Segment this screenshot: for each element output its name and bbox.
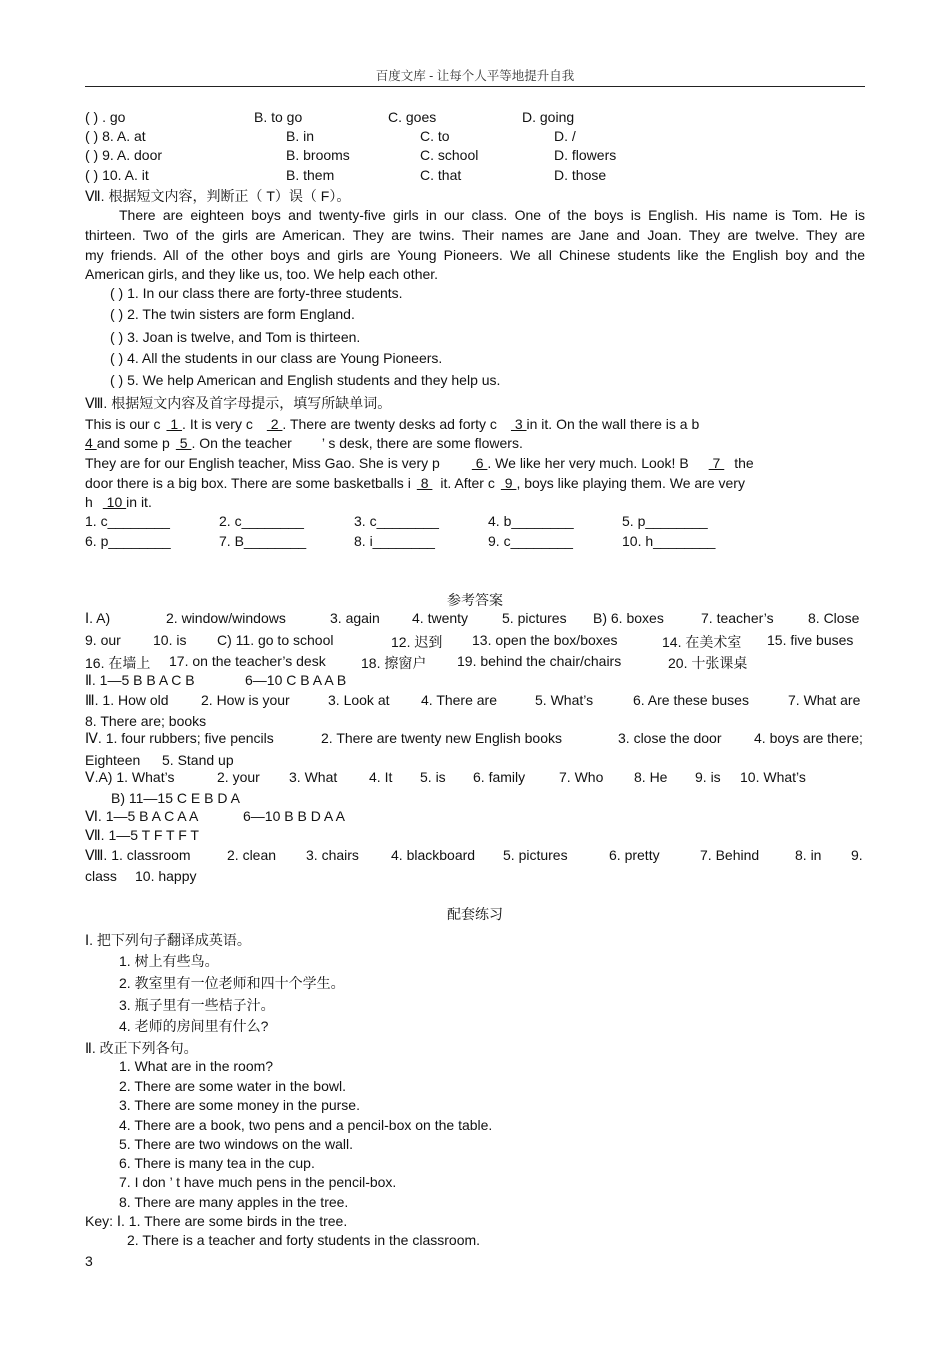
answer-text: 6—10 B B D A A	[243, 808, 345, 824]
cloze-text: . There are twenty desks ad forty c	[282, 416, 497, 432]
practice-item: 2. 教室里有一位老师和四十个学生。	[119, 975, 345, 991]
header-rule	[85, 86, 865, 87]
cloze-line	[85, 416, 699, 432]
cloze-line	[85, 494, 152, 510]
answer-text: 13. open the box/boxes	[472, 632, 618, 648]
practice-item: 3. 瓶子里有一些桔子汁。	[119, 997, 275, 1013]
practice-item: 3. There are some money in the purse.	[119, 1097, 360, 1113]
tf-item: ( ) 5. We help American and English students and they help us.	[110, 372, 501, 388]
answer-text: 3. Look at	[328, 692, 390, 708]
cloze-blank: 7	[708, 455, 725, 471]
cloze-blank: 5	[175, 435, 192, 451]
tf-item: ( ) 3. Joan is twelve, and Tom is thirteen.	[110, 329, 361, 345]
answer-text: 3. What	[289, 769, 338, 785]
answer-text: Ⅲ. 1. How old	[85, 692, 169, 708]
cloze-text: They are for our English teacher, Miss Gao. She is very p	[85, 455, 440, 471]
answer-text: 18. 擦窗户	[361, 655, 427, 671]
cloze-blank: 3	[510, 416, 527, 432]
cloze-text: the	[734, 455, 754, 471]
answer-text: C) 11. go to school	[217, 632, 334, 648]
answer-text: class	[85, 868, 117, 884]
answer-text: 16. 在墙上	[85, 655, 151, 671]
answer-text: 14. 在美术室	[662, 634, 742, 650]
cloze-text: ’ s desk, there are some flowers.	[321, 435, 523, 451]
cloze-text: , boys like playing them. We are very	[516, 475, 745, 491]
answer-text: Ⅰ. A)	[85, 610, 111, 626]
practice-item: 5. There are two windows on the wall.	[119, 1136, 353, 1152]
answer-text: Ⅴ.A) 1. What’s	[85, 769, 175, 785]
cloze-blank: 8	[416, 475, 433, 491]
tf-item: ( ) 4. All the students in our class are Young Pioneers.	[110, 350, 443, 366]
tf-item: ( ) 1. In our class there are forty-three students.	[110, 285, 403, 301]
blank-field: 4. b________	[488, 513, 574, 529]
option-d: D. going	[522, 109, 575, 125]
cloze-text: in it. On the wall there is a b	[526, 416, 700, 432]
answer-text: 9. is	[695, 769, 721, 785]
blank-field: 1. c________	[85, 513, 170, 529]
answer-text: 4. blackboard	[391, 847, 476, 863]
cloze-text: in it.	[126, 494, 152, 510]
passage-line	[85, 207, 865, 223]
answer-text: B) 11—15 C E B D A	[111, 790, 240, 806]
option-c: C. goes	[388, 109, 437, 125]
option-b: B. them	[286, 167, 335, 183]
cloze-text: . It is very c	[182, 416, 253, 432]
cloze-text: and some p	[96, 435, 170, 451]
tf-item: ( ) 2. The twin sisters are form England.	[110, 306, 355, 322]
option-row-num: ( ) 8. A. at	[85, 128, 146, 144]
option-d: D. flowers	[554, 147, 617, 163]
answer-text: 2. How is your	[201, 692, 290, 708]
answer-text: 2. There are twenty new English books	[321, 730, 562, 746]
blank-field: 10. h________	[622, 533, 716, 549]
practice-item: 1. What are in the room?	[119, 1058, 274, 1074]
answer-text: Ⅶ. 1—5 T F T F T	[85, 827, 199, 843]
practice-item: 7. I don ’ t have much pens in the pencil-box.	[119, 1174, 397, 1190]
cloze-blank: 10	[102, 494, 127, 510]
answer-text: 10. What’s	[740, 769, 806, 785]
passage-line: thirteen. Two of the girls are American. They are twins. Their names are Jane and Joan. They are twelve. They are	[85, 227, 865, 243]
key-line: Key: Ⅰ. 1. There are some birds in the tree.	[85, 1213, 348, 1229]
cloze-blank: 9	[500, 475, 517, 491]
answer-text: 2. clean	[227, 847, 277, 863]
option-b: B. brooms	[286, 147, 350, 163]
blank-field: 8. i________	[354, 533, 435, 549]
answer-text: 3. close the door	[618, 730, 722, 746]
page-header: 百度文库 - 让每个人平等地提升自我	[375, 69, 575, 83]
practice-item: 1. 树上有些鸟。	[119, 953, 219, 969]
answer-text: 2. your	[217, 769, 260, 785]
practice-item: 8. There are many apples in the tree.	[119, 1194, 349, 1210]
section-7-heading: Ⅶ. 根据短文内容，判断正（ T）误（ F）。	[85, 188, 351, 204]
cloze-blank: 1	[166, 416, 183, 432]
answer-text: 5. Stand up	[162, 752, 234, 768]
answer-text: 20. 十张课桌	[668, 655, 748, 671]
answer-text: 5. pictures	[503, 847, 568, 863]
answer-text: 6. Are these buses	[633, 692, 749, 708]
answer-text: 19. behind the chair/chairs	[457, 653, 622, 669]
practice-item: 2. There are some water in the bowl.	[119, 1078, 346, 1094]
answer-text: 8. There are; books	[85, 713, 207, 729]
answer-text: Ⅳ. 1. four rubbers; five pencils	[85, 730, 274, 746]
cloze-blank: 2	[266, 416, 283, 432]
cloze-line	[85, 455, 754, 471]
answer-text: 6. pretty	[609, 847, 660, 863]
answer-text: 15. five buses	[767, 632, 854, 648]
answer-text: 10. is	[153, 632, 187, 648]
option-row-num: ( ) . go	[85, 109, 126, 125]
answer-text: 17. on the teacher’s desk	[169, 653, 326, 669]
answer-text: 5. pictures	[502, 610, 567, 626]
cloze-blank: 4	[85, 435, 97, 451]
answer-text: 10. happy	[135, 868, 197, 884]
option-d: D. those	[554, 167, 607, 183]
answer-text: 8. Close	[808, 610, 860, 626]
answer-text: 5. is	[420, 769, 446, 785]
cloze-line	[85, 435, 523, 451]
answer-text: 8. in	[795, 847, 822, 863]
option-c: C. school	[420, 147, 479, 163]
answer-text: Ⅱ. 1—5 B B A C B	[85, 672, 195, 688]
answer-text: 5. What’s	[535, 692, 594, 708]
cloze-text: . On the teacher	[191, 435, 292, 451]
cloze-text: door there is a big box. There are some basketballs i	[85, 475, 411, 491]
answer-text: 4. twenty	[412, 610, 469, 626]
answer-text: 6—10 C B A A B	[245, 672, 347, 688]
answer-text: 9.	[851, 847, 863, 863]
page-number: 3	[85, 1253, 93, 1269]
practice-title: 配套练习	[447, 906, 503, 922]
answer-text: 6. family	[473, 769, 526, 785]
cloze-text: h	[85, 494, 93, 510]
passage-text: There are eighteen boys and twenty-five girls in our class. One of the boys is English. His name is Tom. He is	[119, 207, 865, 223]
answer-text: 4. There are	[421, 692, 498, 708]
blank-field: 9. c________	[488, 533, 573, 549]
blank-field: 5. p________	[622, 513, 708, 529]
answer-text: Ⅵ. 1—5 B A C A A	[85, 808, 199, 824]
answer-text: 7. What are	[788, 692, 861, 708]
option-d: D. /	[554, 128, 576, 144]
option-b: B. to go	[254, 109, 303, 125]
answer-text: 3. chairs	[306, 847, 359, 863]
answer-text: 2. window/windows	[166, 610, 286, 626]
passage-line: my friends. All of the other boys and girls are Young Pioneers. We all Chinese students like the English boy and the	[85, 247, 865, 263]
answer-text: 4. It	[369, 769, 393, 785]
practice-item: 4. 老师的房间里有什么?	[119, 1018, 269, 1034]
cloze-text: . We like her very much. Look! B	[487, 455, 689, 471]
answer-text: 4. boys are there;	[754, 730, 863, 746]
option-c: C. to	[420, 128, 450, 144]
answer-text: 12. 迟到	[391, 634, 443, 650]
option-b: B. in	[286, 128, 315, 144]
cloze-text: it. After c	[440, 475, 495, 491]
practice-item: 6. There is many tea in the cup.	[119, 1155, 315, 1171]
section-8-heading: Ⅷ. 根据短文内容及首字母提示，填写所缺单词。	[85, 395, 392, 411]
blank-field: 3. c________	[354, 513, 439, 529]
blank-field: 7. B________	[219, 533, 307, 549]
option-row-num: ( ) 9. A. door	[85, 147, 163, 163]
answer-text: 9. our	[85, 632, 121, 648]
passage-line: American girls, and they like us, too. We help each other.	[85, 266, 439, 282]
answer-text: 7. teacher’s	[701, 610, 774, 626]
answer-text: 3. again	[330, 610, 380, 626]
option-c: C. that	[420, 167, 462, 183]
answer-text: Eighteen	[85, 752, 141, 768]
answer-text: 7. Who	[559, 769, 604, 785]
answer-text: 8. He	[634, 769, 668, 785]
cloze-blank: 6	[471, 455, 488, 471]
answer-text: 7. Behind	[700, 847, 760, 863]
blank-field: 2. c________	[219, 513, 304, 529]
blank-field: 6. p________	[85, 533, 171, 549]
answer-text: Ⅷ. 1. classroom	[85, 847, 191, 863]
option-row-num: ( ) 10. A. it	[85, 167, 149, 183]
practice-heading: Ⅰ. 把下列句子翻译成英语。	[85, 932, 251, 948]
cloze-text: This is our c	[85, 416, 161, 432]
answers-title: 参考答案	[447, 592, 503, 608]
practice-item: 4. There are a book, two pens and a pencil-box on the table.	[119, 1117, 493, 1133]
practice-heading: Ⅱ. 改正下列各句。	[85, 1040, 198, 1056]
key-line: 2. There is a teacher and forty students in the classroom.	[127, 1232, 481, 1248]
answer-text: B) 6. boxes	[593, 610, 664, 626]
cloze-line	[85, 475, 745, 491]
